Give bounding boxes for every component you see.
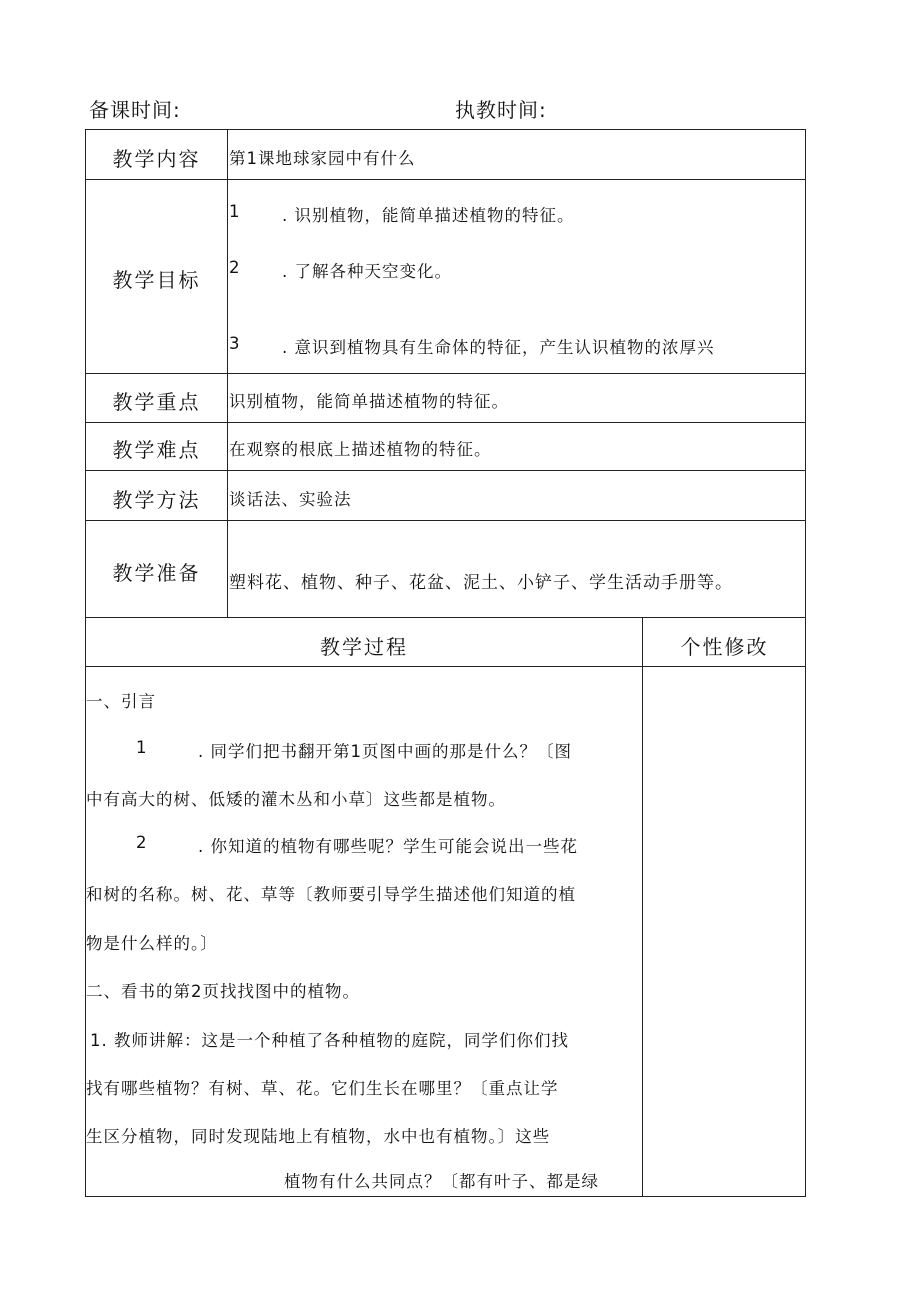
prep-time-label: 备课时间: <box>89 98 181 122</box>
method-value: 谈话法、实验法 <box>229 490 352 509</box>
process-line: 和树的名称。树、花、草等〔教师要引导学生描述他们知道的植 <box>86 885 576 904</box>
section-heading: 一、引言 <box>86 692 156 711</box>
row-divider <box>85 179 806 180</box>
prep-label: 教学准备 <box>112 561 201 585</box>
step-number: 1 <box>136 738 148 757</box>
process-line: . 你知道的植物有哪些呢？学生可能会说出一些花 <box>198 837 578 856</box>
row-divider <box>85 520 806 521</box>
step-number: 2 <box>136 833 148 852</box>
process-line: 中有高大的树、低矮的灌木丛和小草〕这些都是植物。 <box>86 790 506 809</box>
notes-header: 个性修改 <box>680 635 769 659</box>
process-line: . 同学们把书翻开第1页图中画的那是什么？〔图 <box>198 742 572 761</box>
prep-value: 塑料花、植物、种子、花盆、泥土、小铲子、学生活动手册等。 <box>229 573 733 593</box>
difficulty-value: 在观察的根底上描述植物的特征。 <box>229 440 492 459</box>
goal-number: 3 <box>229 334 240 353</box>
row-divider <box>85 666 806 667</box>
process-line: 物是什么样的。〕 <box>86 934 218 953</box>
method-label: 教学方法 <box>112 488 201 512</box>
row-divider <box>85 422 806 423</box>
goal-text: . 意识到植物具有生命体的特征，产生认识植物的浓厚兴 <box>282 338 715 357</box>
difficulty-label: 教学难点 <box>112 438 201 462</box>
notes-column-divider <box>642 617 643 1197</box>
goal-text: . 了解各种天空变化。 <box>282 262 452 281</box>
content-value: 第1课地球家园中有什么 <box>229 149 416 168</box>
row-divider <box>85 470 806 471</box>
label-column-divider <box>227 129 228 617</box>
goal-number: 2 <box>229 258 240 277</box>
process-line: 1. 教师讲解：这是一个种植了各种植物的庭院，同学们你们找 <box>90 1031 569 1050</box>
process-line: 找有哪些植物？有树、草、花。它们生长在哪里？〔重点让学 <box>86 1079 559 1098</box>
focus-value: 识别植物，能简单描述植物的特征。 <box>229 392 509 411</box>
process-header: 教学过程 <box>320 635 408 659</box>
row-divider <box>85 373 806 374</box>
goal-text: . 识别植物，能简单描述植物的特征。 <box>282 206 575 225</box>
process-line: 植物有什么共同点？〔都有叶子、都是绿 <box>284 1172 599 1191</box>
goals-label: 教学目标 <box>112 268 201 292</box>
goal-number: 1 <box>229 202 240 221</box>
content-label: 教学内容 <box>112 147 201 171</box>
section-heading: 二、看书的第2页找找图中的植物。 <box>86 982 360 1001</box>
teach-time-label: 执教时间: <box>455 98 547 122</box>
row-divider <box>85 617 806 618</box>
process-line: 生区分植物，同时发现陆地上有植物，水中也有植物。〕这些 <box>86 1127 551 1146</box>
focus-label: 教学重点 <box>112 390 201 414</box>
